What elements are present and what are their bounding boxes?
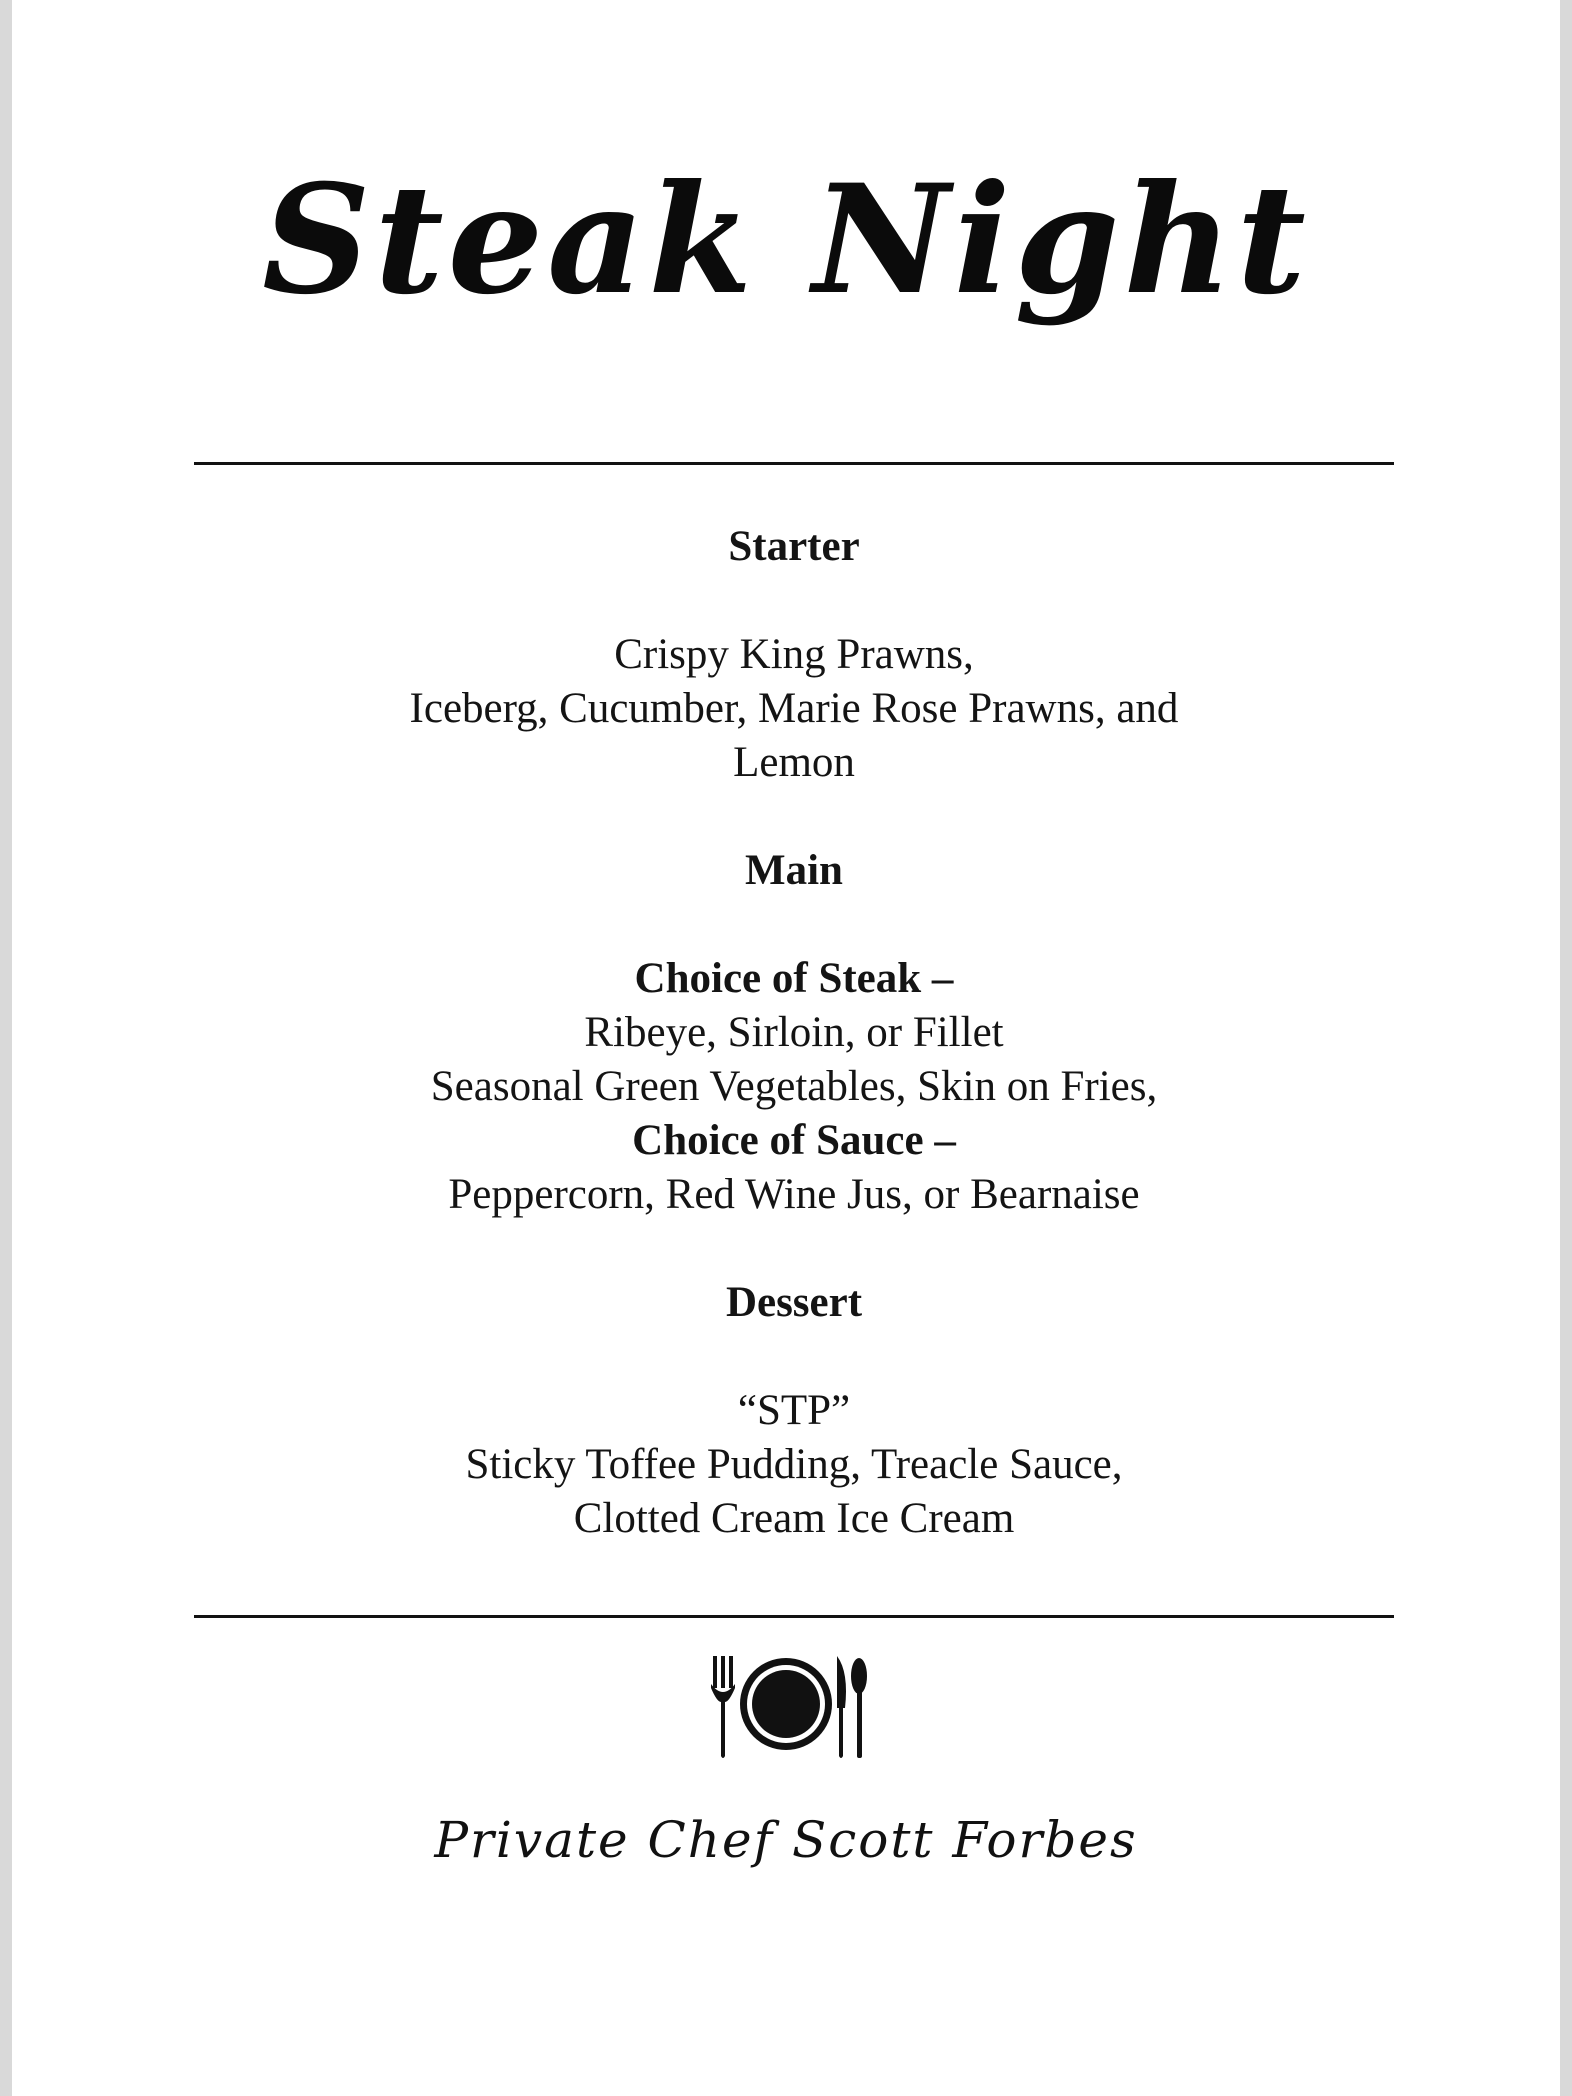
main-sides: Seasonal Green Vegetables, Skin on Fries, — [430, 1063, 1158, 1110]
chef-signature: Private Chef Scott Forbes — [434, 1811, 1138, 1869]
dessert-line: Sticky Toffee Pudding, Treacle Sauce, — [465, 1441, 1123, 1488]
starter-line: Lemon — [733, 739, 855, 786]
sauce-choice-label: Choice of Sauce – — [632, 1117, 956, 1164]
plate-cutlery-icon — [701, 1652, 871, 1762]
dessert-heading: Dessert — [725, 1279, 863, 1326]
sauce-options: Peppercorn, Red Wine Jus, or Bearnaise — [448, 1171, 1140, 1218]
bottom-divider — [194, 1615, 1394, 1618]
starter-heading: Starter — [728, 523, 860, 570]
menu-title: Steak Night — [262, 152, 1310, 328]
footer-icon-area — [12, 1652, 1560, 1762]
starter-line: Iceberg, Cucumber, Marie Rose Prawns, and — [409, 685, 1179, 732]
steak-options: Ribeye, Sirloin, or Fillet — [584, 1009, 1004, 1056]
menu-body — [194, 520, 1394, 1546]
steak-choice-label: Choice of Steak – — [634, 955, 954, 1002]
starter-line: Crispy King Prawns, — [614, 631, 974, 678]
dessert-line: “STP” — [737, 1387, 851, 1434]
menu-page — [12, 0, 1560, 2096]
main-heading: Main — [745, 847, 843, 894]
top-divider — [194, 462, 1394, 465]
dessert-line: Clotted Cream Ice Cream — [573, 1495, 1015, 1542]
